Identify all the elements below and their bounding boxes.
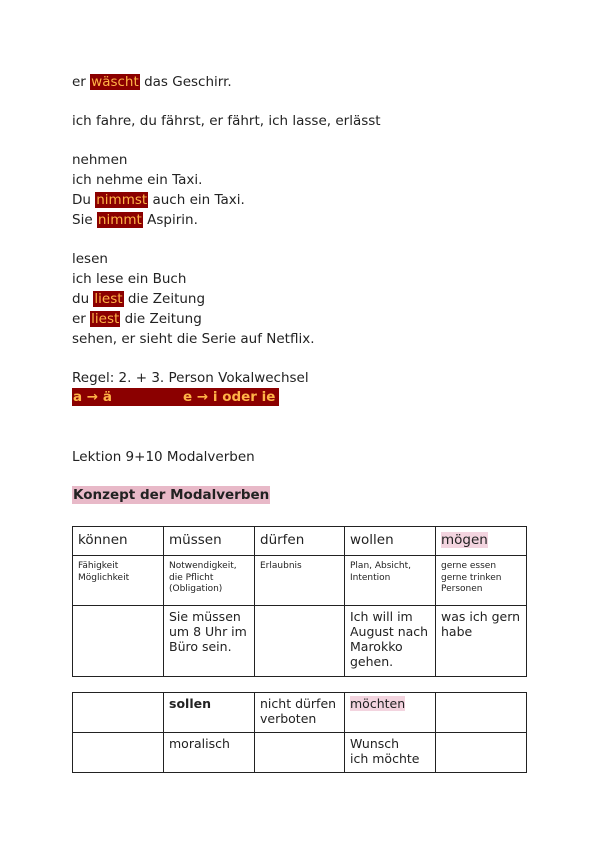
header-wollen: wollen: [345, 527, 436, 556]
header-moegen-label: mögen: [441, 532, 488, 548]
line-waescht: [72, 73, 232, 91]
header-koennen: können: [73, 527, 164, 556]
regel-highlight: [72, 388, 279, 406]
text: er: [72, 311, 91, 327]
example-duerfen: [255, 606, 345, 677]
text: er: [72, 74, 91, 90]
highlight-nimmt: nimmt: [97, 212, 142, 228]
lesen-title: lesen: [72, 251, 108, 267]
lesen-line-3: [72, 310, 202, 328]
header-moegen: [436, 527, 527, 556]
cell-moechten: [345, 693, 436, 733]
modalverben-table: [72, 526, 527, 677]
nehmen-line-2: [72, 191, 245, 209]
rule-e: e → i oder ie: [183, 389, 276, 405]
text: das Geschirr.: [139, 74, 232, 90]
highlight-nimmst: nimmst: [96, 192, 148, 208]
cell-text: gerne essen gerne trinken Personen: [441, 561, 502, 594]
nehmen-title: nehmen: [72, 152, 128, 168]
nehmen-line-3: [72, 211, 198, 229]
highlight-waescht: wäscht: [91, 74, 139, 90]
meaning-muessen: [164, 556, 255, 606]
table-row: [73, 527, 527, 556]
cell-text: was ich gern habe: [441, 609, 521, 639]
example-moegen: [436, 606, 527, 677]
meaning-moegen: [436, 556, 527, 606]
text: Aspirin.: [142, 212, 198, 228]
highlight-liest: liest: [94, 291, 123, 307]
meaning-wollen: [345, 556, 436, 606]
cell-moralisch: moralisch: [164, 733, 255, 773]
text: die Zeitung: [123, 291, 206, 307]
cell-empty: [436, 733, 527, 773]
cell-text: Plan, Absicht, Intention: [350, 561, 411, 583]
lesen-line-2: [72, 290, 205, 308]
cell-wunsch: [345, 733, 436, 773]
table-row: [73, 733, 527, 773]
cell-text: Notwendigkeit, die Pflicht (Obligation): [169, 561, 237, 594]
modalverben-table-2: [72, 692, 527, 773]
lesen-line-1: ich lese ein Buch: [72, 271, 187, 287]
highlight-liest: liest: [91, 311, 120, 327]
header-duerfen: dürfen: [255, 527, 345, 556]
lesen-line-4: sehen, er sieht die Serie auf Netflix.: [72, 331, 315, 347]
example-wollen: [345, 606, 436, 677]
cell-text: nicht dürfen verboten: [260, 696, 337, 726]
cell-text: Sie müssen um 8 Uhr im Büro sein.: [169, 609, 247, 654]
text: die Zeitung: [120, 311, 202, 327]
konzept-heading: Konzept der Modalverben: [73, 487, 270, 503]
text: Sie: [72, 212, 97, 228]
cell-empty: [436, 693, 527, 733]
cell-sollen: sollen: [164, 693, 255, 733]
lektion-title: Lektion 9+10 Modalverben: [72, 449, 255, 465]
meaning-koennen: [73, 556, 164, 606]
meaning-duerfen: [255, 556, 345, 606]
text: du: [72, 291, 94, 307]
cell-text: Fähigkeit Möglichkeit: [78, 561, 130, 583]
rule-a: a → ä: [73, 389, 112, 405]
example-koennen: [73, 606, 164, 677]
table-row: [73, 693, 527, 733]
example-muessen: [164, 606, 255, 677]
nehmen-line-1: ich nehme ein Taxi.: [72, 172, 203, 188]
cell-text: möchten: [350, 696, 406, 711]
table-row: [73, 606, 527, 677]
cell-text: Ich will im August nach Marokko gehen.: [350, 609, 429, 669]
cell-empty: [73, 693, 164, 733]
text: auch ein Taxi.: [148, 192, 245, 208]
text: Du: [72, 192, 96, 208]
cell-text: Erlaubnis: [260, 561, 302, 571]
cell-empty: [73, 733, 164, 773]
header-muessen: müssen: [164, 527, 255, 556]
cell-empty: [255, 733, 345, 773]
line-fahren: ich fahre, du fährst, er fährt, ich lasse, erlässt: [72, 113, 381, 129]
regel-text: Regel: 2. + 3. Person Vokalwechsel: [72, 370, 309, 386]
cell-text: Wunsch ich möchte: [350, 736, 420, 766]
table-row: [73, 556, 527, 606]
cell-nicht-duerfen: [255, 693, 345, 733]
